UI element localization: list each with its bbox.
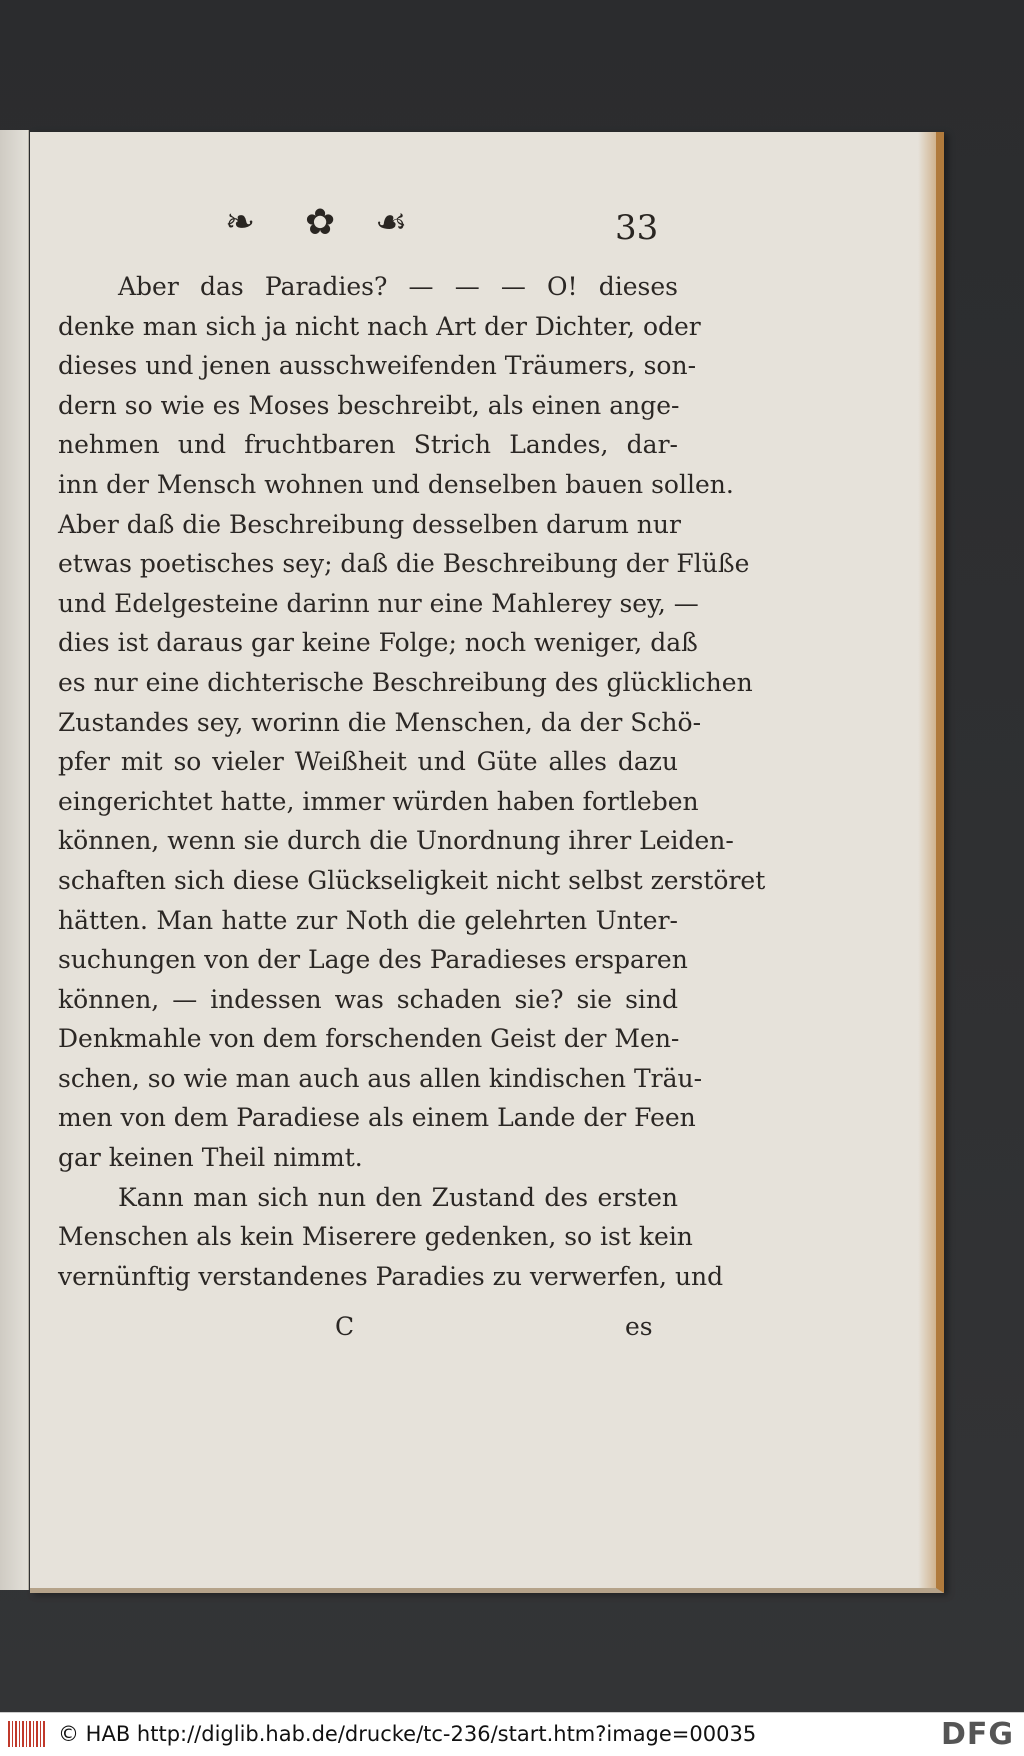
text-line: pfer mit so vieler Weißheit und Güte alles dazu — [58, 747, 678, 777]
previous-page-edge — [0, 130, 29, 1590]
ornament-center-icon: ✿ — [305, 202, 336, 243]
page-header — [30, 202, 936, 262]
text-line: etwas poetisches sey; daß die Beschreibung der Flüße — [58, 549, 750, 579]
library-logo-icon — [8, 1721, 46, 1747]
text-line: gar keinen Theil nimmt. — [58, 1143, 363, 1173]
text-line: Zustandes sey, worinn die Menschen, da der Schö- — [58, 707, 702, 737]
text-line: nehmen und fruchtbaren Strich Landes, dar- — [58, 430, 678, 460]
text-line: es nur eine dichterische Beschreibung des glücklichen — [58, 667, 753, 697]
text-line: dern so wie es Moses beschreibt, als einen ange- — [58, 390, 680, 420]
text-line: Aber daß die Beschreibung desselben darum nur — [58, 509, 681, 539]
dfg-logo: DFG — [940, 1717, 1014, 1752]
text-line: inn der Mensch wohnen und denselben bauen sollen. — [58, 469, 734, 499]
text-line: dieses und jenen ausschweifenden Träumers, son- — [58, 351, 697, 381]
page-number: 33 — [615, 208, 659, 248]
page-footer — [30, 1312, 936, 1352]
text-line: eingerichtet hatte, immer würden haben fortleben — [58, 786, 699, 816]
text-line: und Edelgesteine darinn nur eine Mahlerey sey, — — [58, 588, 699, 618]
body-text — [58, 267, 766, 1296]
text-line: schen, so wie man auch aus allen kindischen Träu- — [58, 1063, 703, 1093]
ornament-right-icon: ☙ — [375, 202, 408, 243]
text-line: Denkmahle von dem forschenden Geist der Men- — [58, 1024, 680, 1054]
signature-mark: C — [335, 1312, 355, 1341]
text-line: Kann man sich nun den Zustand des ersten — [118, 1182, 678, 1212]
text-line: können, — indessen was schaden sie? sie sind — [58, 984, 678, 1014]
credit-bar — [0, 1712, 1024, 1756]
text-line: schaften sich diese Glückseligkeit nicht selbst zerstöret — [58, 865, 766, 895]
text-line: Menschen als kein Miserere gedenken, so ist kein — [58, 1222, 693, 1252]
book-page — [30, 132, 944, 1593]
ornament-left-icon: ❧ — [225, 202, 256, 243]
text-line: vernünftig verstandenes Paradies zu verwerfen, und — [58, 1261, 724, 1291]
text-line: dies ist daraus gar keine Folge; noch weniger, daß — [58, 628, 698, 658]
text-line: denke man sich ja nicht nach Art der Dichter, oder — [58, 311, 701, 341]
source-credit: © HAB http://diglib.hab.de/drucke/tc-236/start.htm?image=00035 — [58, 1722, 757, 1746]
text-line: men von dem Paradiese als einem Lande der Feen — [58, 1103, 696, 1133]
text-line: suchungen von der Lage des Paradieses ersparen — [58, 945, 688, 975]
text-line: können, wenn sie durch die Unordnung ihrer Leiden- — [58, 826, 734, 856]
text-line: hätten. Man hatte zur Noth die gelehrten Unter- — [58, 905, 678, 935]
text-line: Aber das Paradies? — — — O! dieses — [118, 272, 678, 301]
catchword: es — [625, 1312, 653, 1341]
